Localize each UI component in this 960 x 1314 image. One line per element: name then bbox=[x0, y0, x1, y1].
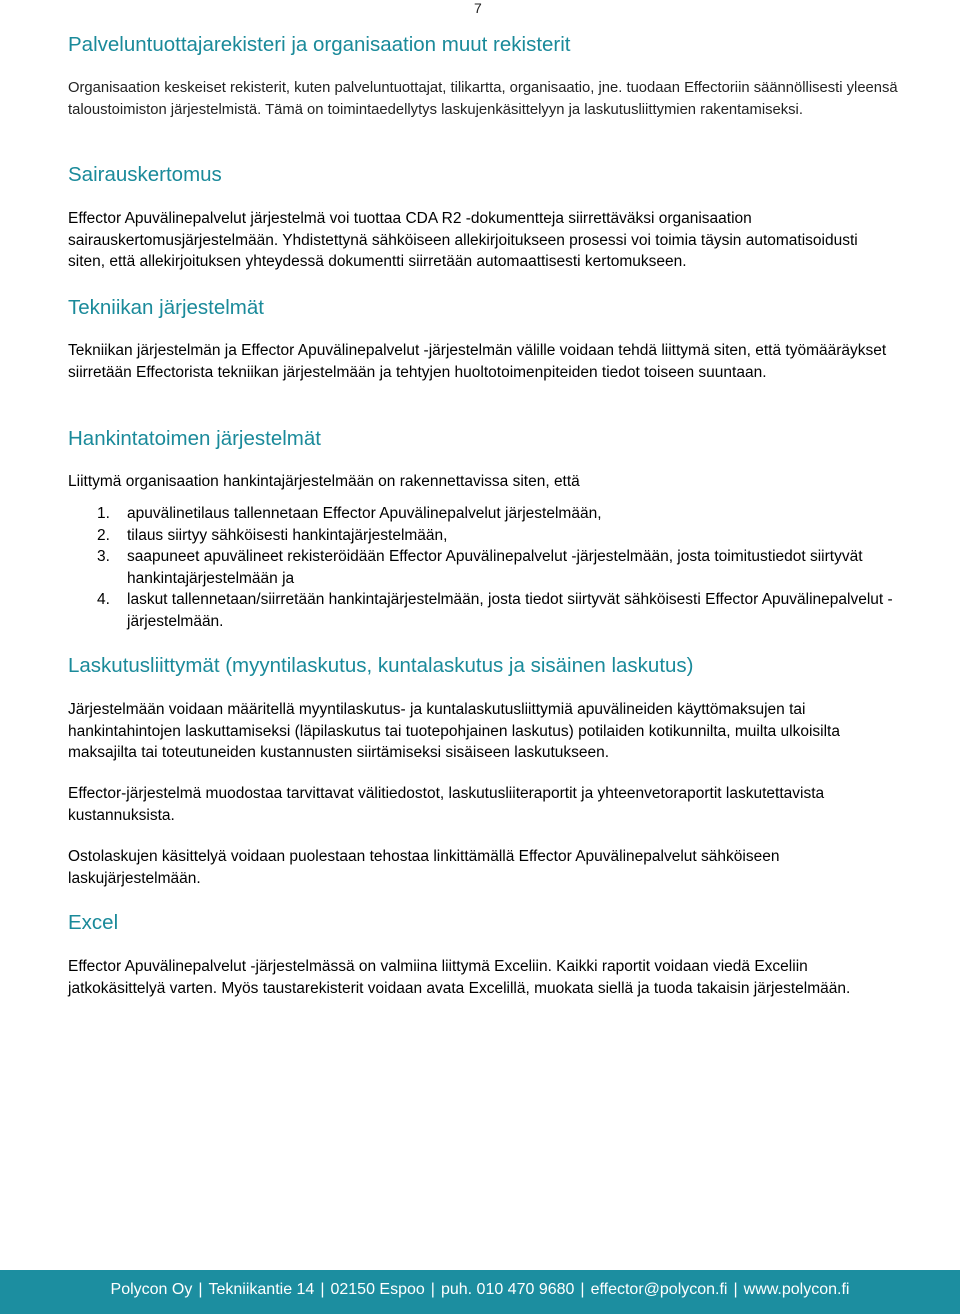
section-heading-hankinta: Hankintatoimen järjestelmät bbox=[68, 427, 321, 450]
list-text: tilaus siirtyy sähköisesti hankintajärjestelmään, bbox=[127, 526, 448, 544]
ordered-list bbox=[68, 503, 898, 632]
list-text: saapuneet apuvälineet rekisteröidään Effector Apuvälinepalvelut -järjestelmään, josta toimitustiedot siirtyvät hankintajärjestelmään ja bbox=[127, 548, 863, 587]
list-number: 4. bbox=[97, 591, 110, 608]
section-heading-laskutus: Laskutusliittymät (myyntilaskutus, kuntalaskutus ja sisäinen laskutus) bbox=[68, 654, 694, 677]
footer-separator: | bbox=[430, 1281, 435, 1298]
footer-city: 02150 Espoo bbox=[330, 1281, 425, 1298]
page-footer bbox=[0, 1270, 960, 1314]
section-paragraph: Tekniikan järjestelmän ja Effector Apuvälinepalvelut -järjestelmän välille voidaan tehdä liittymä siten, että työmääräykset siirretään Effectorista tekniikan järjestelmään ja tehtyjen huoltotoimenpiteiden tiedot toiseen suuntaan. bbox=[68, 342, 887, 381]
section-paragraph: Organisaation keskeiset rekisterit, kuten palveluntuottajat, tilikartta, organisaatio, jne. tuodaan Effectoriin säännöllisesti yleensä taloustoimiston järjestelmistä. Tämä on toimintaedellytys laskujenkäsittelyyn ja laskutusliittymien rakentamiseksi. bbox=[68, 80, 898, 118]
section-paragraph: Effector Apuvälinepalvelut järjestelmä voi tuottaa CDA R2 -dokumentteja siirrettäväksi organisaation sairauskertomusjärjestelmään. Yhdistettynä sähköiseen allekirjoitukseen prosessi voi toimia täysin automatisoidusti siten, että allekirjoituksen yhteydessä dokumentti siirretään automaattisesti kertomukseen. bbox=[68, 210, 858, 270]
section-paragraph: Ostolaskujen käsittelyä voidaan puolestaan tehostaa linkittämällä Effector Apuvälinepalvelut sähköiseen laskujärjestelmään. bbox=[68, 848, 780, 887]
page-number: 7 bbox=[474, 0, 482, 16]
section-paragraph: Effector-järjestelmä muodostaa tarvittavat välitiedostot, laskutusliiteraportit ja yhteenvetoraportit laskutettavista kustannuksista. bbox=[68, 785, 825, 824]
section-paragraph: Effector Apuvälinepalvelut -järjestelmässä on valmiina liittymä Exceliin. Kaikki raportit voidaan viedä Exceliin jatkokäsittelyä varten. Myös taustarekisterit voidaan avata Excelillä, muokata siellä ja tuoda takaisin järjestelmään. bbox=[68, 958, 851, 997]
list-number: 3. bbox=[97, 548, 110, 565]
footer-address: Tekniikantie 14 bbox=[208, 1281, 315, 1298]
list-item bbox=[68, 546, 898, 589]
footer-separator: | bbox=[733, 1281, 738, 1298]
section-paragraph: Liittymä organisaation hankintajärjestelmään on rakennettavissa siten, että bbox=[68, 473, 580, 490]
footer-website[interactable]: www.polycon.fi bbox=[743, 1281, 850, 1298]
list-number: 2. bbox=[97, 526, 110, 544]
list-text: laskut tallennetaan/siirretään hankintajärjestelmään, josta tiedot siirtyvät sähköisesti Effector Apuvälinepalvelut -järjestelmään. bbox=[127, 591, 893, 630]
list-item bbox=[68, 589, 898, 632]
section-heading-sairauskertomus: Sairauskertomus bbox=[68, 163, 222, 186]
footer-separator: | bbox=[198, 1281, 203, 1298]
list-text: apuvälinetilaus tallennetaan Effector Apuvälinepalvelut järjestelmään, bbox=[127, 505, 602, 522]
list-item bbox=[68, 525, 898, 547]
footer-company: Polycon Oy bbox=[110, 1281, 193, 1298]
footer-separator: | bbox=[580, 1281, 585, 1298]
section-heading-tekniikka: Tekniikan järjestelmät bbox=[68, 296, 264, 319]
section-heading-rekisterit: Palveluntuottajarekisteri ja organisaation muut rekisterit bbox=[68, 33, 571, 56]
footer-email[interactable]: effector@polycon.fi bbox=[590, 1281, 728, 1298]
footer-separator: | bbox=[320, 1281, 325, 1298]
section-paragraph: Järjestelmään voidaan määritellä myyntilaskutus- ja kuntalaskutusliittymiä apuvälineiden käyttömaksujen tai hankintahintojen laskuttamiseksi (läpilaskutus tai tuotepohjainen laskutus) potilaiden kotikunnilta, muilta ulkoisilta maksajilta tai toteutuneiden kustannusten siirtämiseksi sisäiseen laskutukseen. bbox=[68, 701, 840, 761]
list-item bbox=[68, 503, 898, 525]
section-heading-excel: Excel bbox=[68, 911, 119, 934]
list-number: 1. bbox=[97, 505, 110, 522]
footer-phone: puh. 010 470 9680 bbox=[440, 1281, 575, 1298]
